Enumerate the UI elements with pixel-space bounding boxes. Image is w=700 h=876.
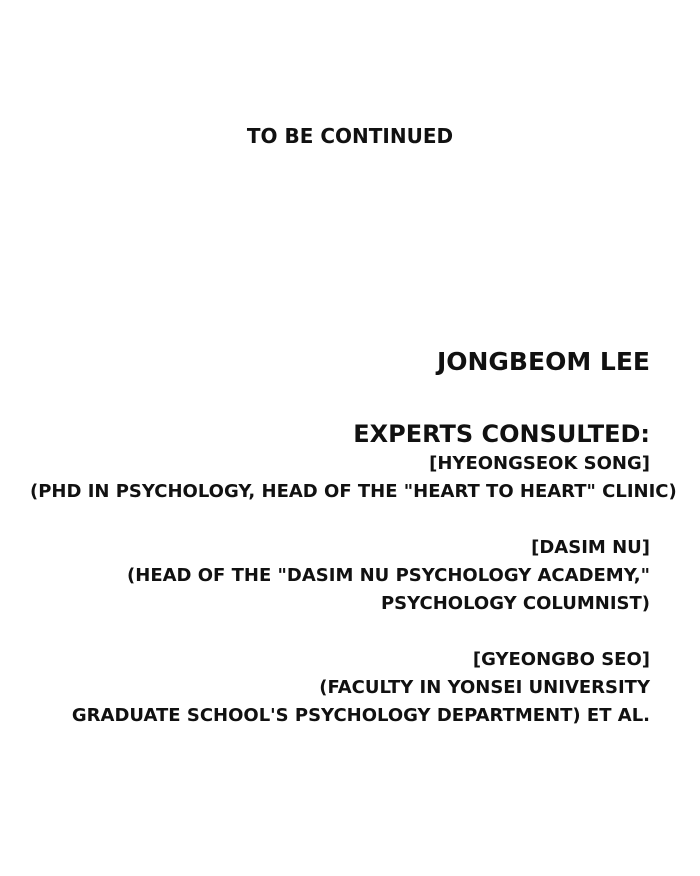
expert-description: (FACULTY IN YONSEI UNIVERSITY [319,677,650,698]
expert-name: [HYEONGSEOK SONG] [429,453,650,474]
expert-description: (PHD IN PSYCHOLOGY, HEAD OF THE "HEART TO HEART" CLINIC) [30,481,677,502]
expert-name: [DASIM NU] [531,537,650,558]
author-name: JONGBEOM LEE [436,347,650,376]
expert-entry [30,534,650,618]
expert-entry [30,646,650,730]
expert-description: PSYCHOLOGY COLUMNIST) [380,593,650,614]
experts-heading: EXPERTS CONSULTED: [353,420,650,448]
expert-entry [30,450,677,506]
expert-description: GRADUATE SCHOOL'S PSYCHOLOGY DEPARTMENT) ET AL. [71,705,650,726]
expert-name: [GYEONGBO SEO] [472,649,650,670]
to-be-continued-text: TO BE CONTINUED [246,124,454,148]
expert-description: (HEAD OF THE "DASIM NU PSYCHOLOGY ACADEMY," [127,565,650,586]
credits-block [30,344,677,730]
